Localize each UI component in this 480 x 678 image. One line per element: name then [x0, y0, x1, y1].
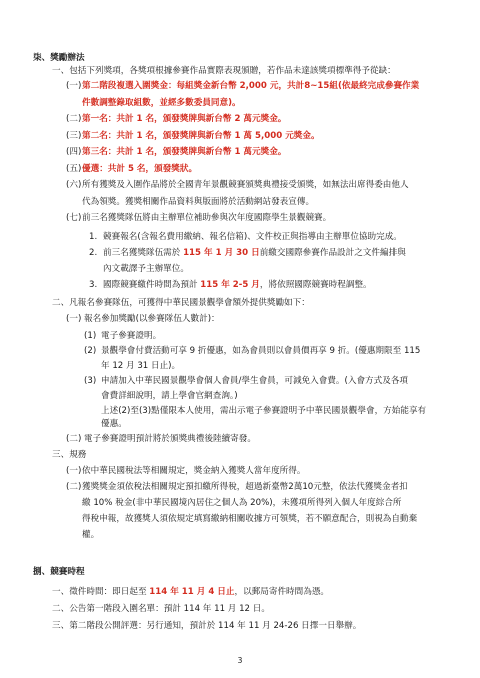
- body-text: 年 12 月 31 日止)。: [101, 361, 181, 371]
- body-text: 所有獲獎及入圍作品將於全國青年景觀競賽頒獎典禮接受頒獎，如無法出席得委由他人: [82, 180, 409, 190]
- body-text: ，以郵局寄件時間為憑。: [234, 587, 330, 597]
- list-item-label: 1.: [89, 232, 98, 242]
- list-item: [103, 231, 402, 243]
- list-item: [82, 529, 99, 541]
- list-item: [82, 80, 419, 92]
- body-text: 依中華民國稅法等相關規定，獎金納入獲獎人當年度所得。: [82, 466, 306, 476]
- highlight-text: 第二階段複選入圍獎金：每組獎金新台幣 2,000 元，共計8~15組(依最終完成參賽作業: [82, 81, 420, 91]
- subheading: (二) 電子參賽證明預計將於頒獎典禮後陸續寄發。: [66, 434, 256, 444]
- list-item: [103, 247, 406, 259]
- list-item: [101, 345, 420, 357]
- page-number: 3: [237, 656, 243, 665]
- body-text: 得稅申報，故獲獎人須依規定填寫繳納相關收據方可領獎，若不願意配合，則視為自動棄: [82, 514, 418, 524]
- list-item-label: (六): [66, 180, 82, 190]
- list-item-label: (二): [66, 482, 82, 492]
- list-item: [82, 513, 417, 525]
- list-item: [101, 375, 408, 387]
- body-text: 一、徵件時間：即日起至: [52, 587, 150, 597]
- section-heading-awards: 柒、獎勵辦法: [33, 53, 85, 63]
- body-text: 權。: [82, 530, 100, 540]
- list-item-label: (七): [66, 213, 82, 223]
- list-item-label: (四): [66, 147, 82, 157]
- paragraph-intro: 二、凡報名參賽隊伍，可獲得中華民國景觀學會額外提供獎勵如下：: [52, 298, 310, 308]
- body-text: 前三名獲獎隊伍將由主辦單位補助參與次年度國際學生景觀競賽。: [82, 213, 332, 223]
- list-item: [82, 97, 241, 109]
- list-item-label: (3): [84, 376, 97, 386]
- list-item: [82, 212, 331, 224]
- body-text: 繳 10% 稅金(非中華民國境內居住之個人為 20%)，未獲項所得列入個人年度綜合所: [82, 498, 402, 508]
- note-text: 上述(2)至(3)點僅限本人使用，需出示電子參賽證明予中華民國景觀學會，方始能享有: [101, 406, 427, 416]
- body-text: 獲獎獎金須依稅法相關規定預扣繳所得稅，超過新臺幣2萬10元整，依法代獲獎金者扣: [82, 482, 408, 492]
- list-item: [103, 263, 189, 275]
- highlight-text: 115 年 2-5 月: [200, 280, 260, 290]
- highlight-text: 優選：共計 5 名，頒發獎狀。: [82, 163, 198, 174]
- highlight-text: 第三名：共計 1 名，頒發獎牌與新台幣 1 萬元獎金。: [82, 147, 287, 157]
- list-item: [82, 465, 305, 477]
- list-item-label: (2): [84, 346, 97, 356]
- paragraph-intro: 三、規務: [52, 450, 87, 460]
- body-text: 電子參賽證明。: [101, 331, 162, 341]
- list-item: [101, 360, 180, 372]
- body-text: 國際競賽繳件時間為預計: [103, 280, 201, 290]
- body-text: 前三名獲獎隊伍需於: [103, 248, 184, 258]
- highlight-text: 第二名：共計 1 名，頒發獎牌與新台幣 1 萬 5,000 元獎金。: [82, 130, 320, 141]
- list-item: [103, 279, 372, 291]
- highlight-text: 第一名：共計 1 名，頒發獎牌與新台幣 2 萬元獎金。: [82, 114, 287, 124]
- list-item: [101, 390, 238, 402]
- list-item: [82, 179, 409, 191]
- body-text: 二、公告第一階段入圍名單：預計 114 年 11 月 12 日。: [52, 604, 270, 614]
- list-item: [82, 497, 402, 509]
- body-text: 代為領獎。獲獎相關作品資料與版面將於活動網站發表宣傳。: [82, 196, 315, 207]
- list-item: [101, 330, 161, 342]
- list-item: [82, 481, 408, 493]
- list-item-label: (一): [66, 466, 82, 476]
- list-item: [82, 196, 314, 208]
- body-text: 三、第二階段公開評選：另行通知，預計於 114 年 11 月 24-26 日擇一日舉辦。: [52, 621, 362, 631]
- highlight-text: 115 年 1 月 30 日: [183, 248, 260, 258]
- list-item-label: 2.: [89, 248, 98, 258]
- list-item: [82, 146, 286, 158]
- list-item-label: (一): [66, 81, 82, 91]
- body-text: 會費詳細說明，請上學會官網查詢。): [101, 391, 238, 401]
- highlight-text: 件數調整錄取組數，並經多數委員同意)。: [82, 97, 241, 108]
- list-item-label: (五): [66, 163, 82, 174]
- body-text: 競賽報名(含報名費用繳納、報名信箱)、文件校正與指導由主辦單位協助完成。: [103, 232, 402, 242]
- list-item: [52, 586, 329, 598]
- list-item-label: (三): [66, 130, 82, 141]
- note-text: 優惠。: [101, 419, 127, 429]
- body-text: 景觀學會付費活動可享 9 折優惠，如為會員則以會員價再享 9 折。(優惠期限至 115: [101, 346, 421, 356]
- paragraph-intro: 一、包括下列獎項，各獎項根據參賽作品實際表現頒贈，若作品未達該獎項標準得予從缺：: [52, 66, 396, 76]
- list-item: [52, 620, 361, 632]
- list-item-label: (1): [84, 331, 97, 341]
- body-text: 申請加入中華民國景觀學會個人會員/學生會員，可減免入會費。(入會方式及各項: [101, 376, 409, 386]
- list-item: [82, 130, 320, 142]
- list-item-label: 3.: [89, 280, 98, 290]
- highlight-text: 114 年 11 月 4 日止: [149, 587, 235, 597]
- list-item-label: (二): [66, 114, 82, 124]
- list-item: [82, 163, 197, 175]
- body-text: ，將依照國際競賽時程調整。: [259, 280, 372, 290]
- body-text: 前繳交國際參賽作品設計之文件編排與: [259, 248, 406, 258]
- list-item: [82, 113, 286, 125]
- section-heading-schedule: 捌、競賽時程: [33, 567, 85, 577]
- subheading: (一) 報名參加獎勵(以參賽隊伍人數計)：: [66, 314, 220, 324]
- body-text: 內文載譯予主辦單位。: [103, 264, 189, 274]
- list-item: [52, 603, 270, 615]
